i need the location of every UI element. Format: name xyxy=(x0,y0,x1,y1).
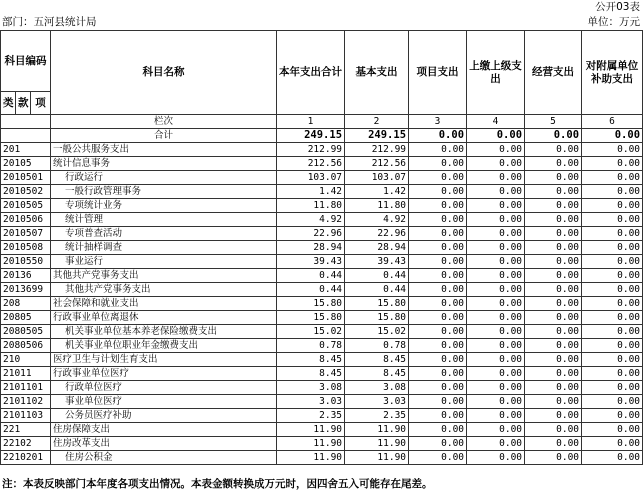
amount-cell: 0.00 xyxy=(409,143,467,157)
subject-name-cell: 事业运行 xyxy=(51,255,277,269)
subject-name-cell: 其他共产党事务支出 xyxy=(51,283,277,297)
amount-cell: 28.94 xyxy=(277,241,345,255)
form-code: 公开03表 xyxy=(595,1,640,13)
amount-cell: 0.00 xyxy=(582,395,643,409)
subject-name-cell: 行政单位医疗 xyxy=(51,381,277,395)
table-row xyxy=(1,437,643,451)
table-row xyxy=(1,297,643,311)
amount-cell: 11.80 xyxy=(345,199,409,213)
subject-code-header: 科目编码 xyxy=(1,31,51,92)
amount-cell: 0.00 xyxy=(582,283,643,297)
subject-name-cell: 住房保障支出 xyxy=(51,423,277,437)
amount-cell: 0.00 xyxy=(409,325,467,339)
amount-cell: 11.90 xyxy=(277,437,345,451)
seq-num: 3 xyxy=(409,115,467,129)
business-header: 经营支出 xyxy=(525,31,582,115)
subject-name-cell: 行政运行 xyxy=(51,171,277,185)
amount-cell: 2.35 xyxy=(345,409,409,423)
amount-cell: 0.00 xyxy=(525,339,582,353)
amount-cell: 0.00 xyxy=(525,423,582,437)
amount-cell: 0.00 xyxy=(409,353,467,367)
subject-name-cell: 专项统计业务 xyxy=(51,199,277,213)
table-row xyxy=(1,423,643,437)
amount-cell: 0.00 xyxy=(525,199,582,213)
seq-num: 6 xyxy=(582,115,643,129)
amount-cell: 0.00 xyxy=(467,227,525,241)
amount-cell: 0.00 xyxy=(467,395,525,409)
subject-code-cell: 2010506 xyxy=(1,213,51,227)
amount-cell: 0.00 xyxy=(582,255,643,269)
xiang-header: 项 xyxy=(31,92,51,115)
table-row xyxy=(1,381,643,395)
subject-code-cell: 20805 xyxy=(1,311,51,325)
amount-cell: 0.00 xyxy=(409,367,467,381)
amount-cell: 22.96 xyxy=(277,227,345,241)
remit-header: 上缴上级支出 xyxy=(467,31,525,115)
amount-cell: 103.07 xyxy=(277,171,345,185)
header-line-2 xyxy=(0,15,643,30)
amount-cell: 1.42 xyxy=(345,185,409,199)
amount-cell: 212.56 xyxy=(345,157,409,171)
amount-cell: 0.00 xyxy=(525,325,582,339)
subject-name-cell: 机关事业单位基本养老保险缴费支出 xyxy=(51,325,277,339)
table-row xyxy=(1,409,643,423)
amount-cell: 0.00 xyxy=(525,367,582,381)
amount-cell: 0.00 xyxy=(467,381,525,395)
amount-cell: 0.00 xyxy=(525,171,582,185)
subject-name-cell: 住房公积金 xyxy=(51,451,277,465)
amount-cell: 212.99 xyxy=(277,143,345,157)
total-row xyxy=(1,129,643,143)
amount-cell: 0.00 xyxy=(525,297,582,311)
total-value: 249.15 xyxy=(345,129,409,143)
table-row xyxy=(1,367,643,381)
amount-cell: 0.00 xyxy=(467,297,525,311)
amount-cell: 0.00 xyxy=(467,409,525,423)
amount-cell: 0.00 xyxy=(409,213,467,227)
total-value: 0.00 xyxy=(409,129,467,143)
amount-cell: 28.94 xyxy=(345,241,409,255)
subject-code-cell: 2010508 xyxy=(1,241,51,255)
amount-cell: 0.44 xyxy=(345,269,409,283)
amount-cell: 0.00 xyxy=(467,185,525,199)
amount-cell: 0.00 xyxy=(409,241,467,255)
subject-code-cell: 2010502 xyxy=(1,185,51,199)
amount-cell: 0.00 xyxy=(525,395,582,409)
amount-cell: 0.00 xyxy=(582,353,643,367)
amount-cell: 0.00 xyxy=(582,367,643,381)
amount-cell: 0.00 xyxy=(467,339,525,353)
amount-cell: 11.90 xyxy=(277,423,345,437)
amount-cell: 0.00 xyxy=(582,241,643,255)
amount-cell: 0.00 xyxy=(525,437,582,451)
amount-cell: 2.35 xyxy=(277,409,345,423)
amount-cell: 0.00 xyxy=(582,381,643,395)
amount-cell: 0.00 xyxy=(467,437,525,451)
subject-code-cell: 2010501 xyxy=(1,171,51,185)
subject-name-cell: 专项普查活动 xyxy=(51,227,277,241)
subject-code-cell: 2101101 xyxy=(1,381,51,395)
seq-num: 5 xyxy=(525,115,582,129)
amount-cell: 0.00 xyxy=(582,269,643,283)
amount-cell: 0.00 xyxy=(409,269,467,283)
amount-cell: 8.45 xyxy=(345,353,409,367)
amount-cell: 0.00 xyxy=(409,409,467,423)
amount-cell: 3.03 xyxy=(277,395,345,409)
amount-cell: 8.45 xyxy=(277,353,345,367)
subject-name-cell: 医疗卫生与计划生育支出 xyxy=(51,353,277,367)
amount-cell: 0.00 xyxy=(525,451,582,465)
amount-cell: 0.00 xyxy=(467,451,525,465)
subject-code-cell: 2013699 xyxy=(1,283,51,297)
amount-cell: 0.00 xyxy=(525,255,582,269)
amount-cell: 0.00 xyxy=(525,311,582,325)
amount-cell: 0.00 xyxy=(525,283,582,297)
expenditure-table xyxy=(0,30,643,465)
total-value: 0.00 xyxy=(467,129,525,143)
subject-name-cell: 住房改革支出 xyxy=(51,437,277,451)
amount-cell: 0.44 xyxy=(277,283,345,297)
subject-name-cell: 一般行政管理事务 xyxy=(51,185,277,199)
unit-label: 单位：万元 xyxy=(587,16,640,28)
amount-cell: 0.00 xyxy=(525,269,582,283)
subject-code-cell: 2080506 xyxy=(1,339,51,353)
amount-cell: 0.00 xyxy=(525,185,582,199)
table-row xyxy=(1,339,643,353)
table-row xyxy=(1,185,643,199)
lei-header: 类 xyxy=(1,92,16,115)
amount-cell: 15.80 xyxy=(345,297,409,311)
amount-cell: 0.00 xyxy=(467,157,525,171)
department-label: 部门：五河县统计局 xyxy=(2,16,97,28)
amount-cell: 0.78 xyxy=(345,339,409,353)
amount-cell: 0.00 xyxy=(525,157,582,171)
amount-cell: 0.00 xyxy=(525,381,582,395)
amount-cell: 0.00 xyxy=(467,269,525,283)
subject-code-cell: 2101102 xyxy=(1,395,51,409)
footnote: 注：本表反映部门本年度各项支出情况。本表金额转换成万元时，因四舍五入可能存在尾差。 xyxy=(2,478,433,490)
seq-num: 4 xyxy=(467,115,525,129)
basic-header: 基本支出 xyxy=(345,31,409,115)
amount-cell: 0.00 xyxy=(409,283,467,297)
amount-cell: 15.80 xyxy=(277,297,345,311)
amount-cell: 0.00 xyxy=(582,157,643,171)
amount-cell: 212.99 xyxy=(345,143,409,157)
amount-cell: 0.00 xyxy=(409,227,467,241)
subject-name-cell: 社会保障和就业支出 xyxy=(51,297,277,311)
amount-cell: 0.00 xyxy=(525,353,582,367)
amount-cell: 0.00 xyxy=(409,437,467,451)
amount-cell: 4.92 xyxy=(345,213,409,227)
amount-cell: 0.00 xyxy=(409,171,467,185)
amount-cell: 3.03 xyxy=(345,395,409,409)
amount-cell: 0.00 xyxy=(467,199,525,213)
amount-cell: 3.08 xyxy=(345,381,409,395)
table-row xyxy=(1,157,643,171)
amount-cell: 8.45 xyxy=(345,367,409,381)
amount-cell: 0.00 xyxy=(582,143,643,157)
amount-cell: 11.90 xyxy=(345,437,409,451)
amount-cell: 0.00 xyxy=(467,311,525,325)
amount-cell: 0.00 xyxy=(467,143,525,157)
amount-cell: 39.43 xyxy=(277,255,345,269)
amount-cell: 0.00 xyxy=(467,241,525,255)
subject-name-cell: 机关事业单位职业年金缴费支出 xyxy=(51,339,277,353)
amount-cell: 0.00 xyxy=(525,409,582,423)
subject-code-cell: 208 xyxy=(1,297,51,311)
table-row xyxy=(1,451,643,465)
subject-code-cell: 2010550 xyxy=(1,255,51,269)
amount-cell: 0.00 xyxy=(467,213,525,227)
amount-cell: 4.92 xyxy=(277,213,345,227)
amount-cell: 0.00 xyxy=(582,213,643,227)
amount-cell: 0.00 xyxy=(582,409,643,423)
subject-code-cell: 2080505 xyxy=(1,325,51,339)
amount-cell: 0.00 xyxy=(582,325,643,339)
table-row xyxy=(1,171,643,185)
amount-cell: 39.43 xyxy=(345,255,409,269)
amount-cell: 22.96 xyxy=(345,227,409,241)
subject-name-cell: 统计管理 xyxy=(51,213,277,227)
amount-cell: 0.00 xyxy=(467,423,525,437)
amount-cell: 212.56 xyxy=(277,157,345,171)
subsidy-header: 对附属单位补助支出 xyxy=(582,31,643,115)
amount-cell: 0.00 xyxy=(409,451,467,465)
subject-name-header: 科目名称 xyxy=(51,31,277,115)
subject-name-cell: 一般公共服务支出 xyxy=(51,143,277,157)
amount-cell: 0.00 xyxy=(525,213,582,227)
amount-cell: 15.02 xyxy=(345,325,409,339)
seq-row xyxy=(1,115,643,129)
amount-cell: 11.90 xyxy=(345,451,409,465)
subject-code-cell: 2101103 xyxy=(1,409,51,423)
amount-cell: 11.90 xyxy=(277,451,345,465)
table-row xyxy=(1,143,643,157)
kuan-header: 款 xyxy=(16,92,31,115)
subject-name-cell: 其他共产党事务支出 xyxy=(51,269,277,283)
amount-cell: 0.00 xyxy=(409,185,467,199)
total-header: 本年支出合计 xyxy=(277,31,345,115)
table-row xyxy=(1,199,643,213)
amount-cell: 11.80 xyxy=(277,199,345,213)
subject-code-cell: 2010507 xyxy=(1,227,51,241)
amount-cell: 15.80 xyxy=(277,311,345,325)
header-row xyxy=(1,31,643,92)
amount-cell: 0.00 xyxy=(525,241,582,255)
amount-cell: 0.00 xyxy=(525,143,582,157)
subject-name-cell: 行政事业单位离退休 xyxy=(51,311,277,325)
amount-cell: 0.00 xyxy=(409,381,467,395)
amount-cell: 11.90 xyxy=(345,423,409,437)
table-row xyxy=(1,353,643,367)
amount-cell: 0.00 xyxy=(409,311,467,325)
amount-cell: 0.00 xyxy=(582,185,643,199)
amount-cell: 0.00 xyxy=(409,339,467,353)
table-row xyxy=(1,325,643,339)
amount-cell: 0.00 xyxy=(409,297,467,311)
subject-code-cell: 20105 xyxy=(1,157,51,171)
subject-code-cell: 210 xyxy=(1,353,51,367)
amount-cell: 0.00 xyxy=(582,199,643,213)
table-row xyxy=(1,227,643,241)
amount-cell: 3.08 xyxy=(277,381,345,395)
amount-cell: 0.00 xyxy=(409,255,467,269)
subject-name-cell: 统计抽样调查 xyxy=(51,241,277,255)
amount-cell: 0.00 xyxy=(582,227,643,241)
header-line-1 xyxy=(0,0,643,15)
total-label: 合计 xyxy=(51,129,277,143)
subject-code-cell: 221 xyxy=(1,423,51,437)
table-row xyxy=(1,311,643,325)
subject-code-cell: 21011 xyxy=(1,367,51,381)
amount-cell: 0.00 xyxy=(467,283,525,297)
table-row xyxy=(1,269,643,283)
amount-cell: 0.00 xyxy=(467,171,525,185)
total-value: 249.15 xyxy=(277,129,345,143)
subject-code-cell: 22102 xyxy=(1,437,51,451)
amount-cell: 0.44 xyxy=(345,283,409,297)
amount-cell: 103.07 xyxy=(345,171,409,185)
amount-cell: 0.00 xyxy=(467,325,525,339)
amount-cell: 0.00 xyxy=(409,157,467,171)
subject-name-cell: 行政事业单位医疗 xyxy=(51,367,277,381)
amount-cell: 0.00 xyxy=(409,395,467,409)
amount-cell: 0.00 xyxy=(582,423,643,437)
table-row xyxy=(1,255,643,269)
subject-name-cell: 事业单位医疗 xyxy=(51,395,277,409)
subject-code-cell: 2010505 xyxy=(1,199,51,213)
amount-cell: 0.00 xyxy=(582,437,643,451)
amount-cell: 8.45 xyxy=(277,367,345,381)
amount-cell: 15.02 xyxy=(277,325,345,339)
subject-code-cell: 20136 xyxy=(1,269,51,283)
amount-cell: 0.00 xyxy=(582,339,643,353)
total-value: 0.00 xyxy=(525,129,582,143)
amount-cell: 15.80 xyxy=(345,311,409,325)
table-row xyxy=(1,213,643,227)
total-value: 0.00 xyxy=(582,129,643,143)
amount-cell: 0.00 xyxy=(582,171,643,185)
subject-code-cell: 201 xyxy=(1,143,51,157)
seq-num: 2 xyxy=(345,115,409,129)
amount-cell: 0.00 xyxy=(582,311,643,325)
project-header: 项目支出 xyxy=(409,31,467,115)
amount-cell: 0.00 xyxy=(409,199,467,213)
subject-name-cell: 公务员医疗补助 xyxy=(51,409,277,423)
amount-cell: 1.42 xyxy=(277,185,345,199)
seq-num: 1 xyxy=(277,115,345,129)
amount-cell: 0.00 xyxy=(467,367,525,381)
amount-cell: 0.78 xyxy=(277,339,345,353)
table-row xyxy=(1,241,643,255)
table-row xyxy=(1,395,643,409)
amount-cell: 0.00 xyxy=(467,353,525,367)
amount-cell: 0.00 xyxy=(582,451,643,465)
amount-cell: 0.00 xyxy=(582,297,643,311)
amount-cell: 0.00 xyxy=(409,423,467,437)
amount-cell: 0.44 xyxy=(277,269,345,283)
seq-label: 栏次 xyxy=(51,115,277,129)
subject-name-cell: 统计信息事务 xyxy=(51,157,277,171)
table-row xyxy=(1,283,643,297)
subject-code-cell: 2210201 xyxy=(1,451,51,465)
amount-cell: 0.00 xyxy=(525,227,582,241)
amount-cell: 0.00 xyxy=(467,255,525,269)
